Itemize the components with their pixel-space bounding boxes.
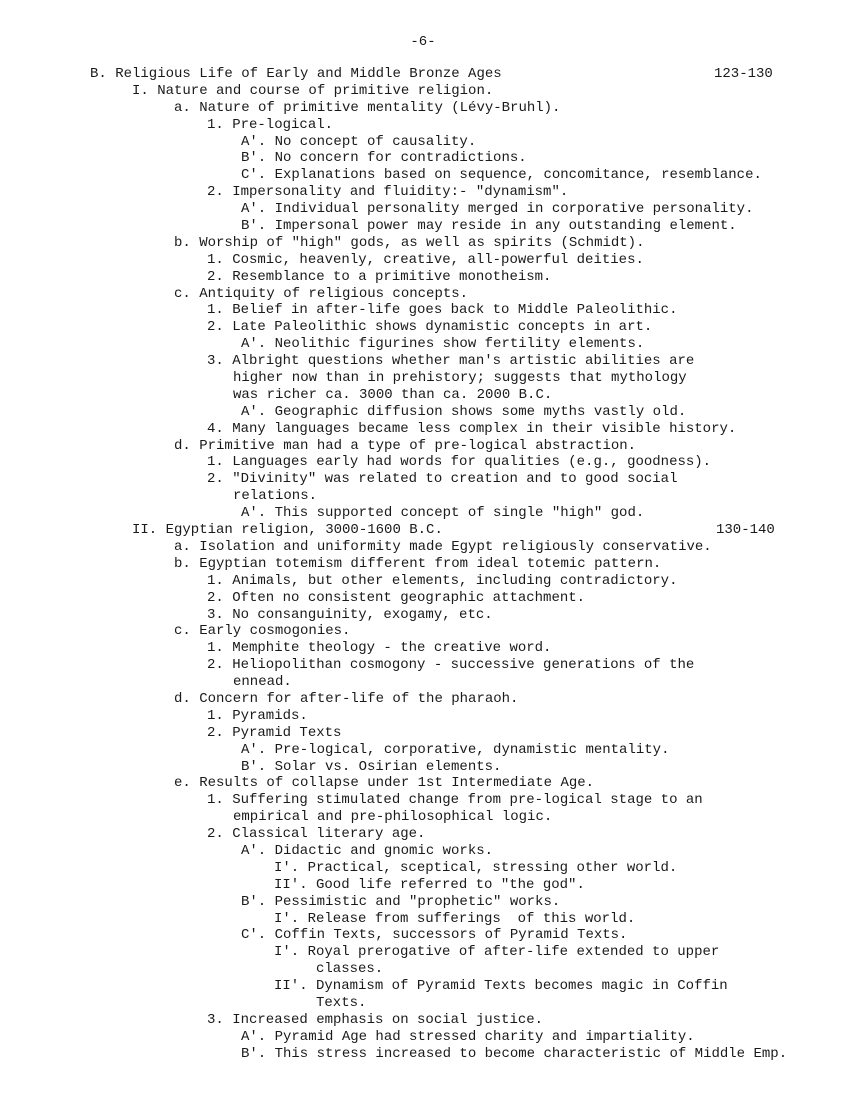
outline-text: B'. Pessimistic and "prophetic" works. xyxy=(241,893,561,910)
outline-text: I'. Release from sufferings of this world. xyxy=(274,910,636,927)
outline-line xyxy=(0,843,846,860)
outline-text: a. Isolation and uniformity made Egypt religiously conservative. xyxy=(174,538,712,555)
outline-line xyxy=(0,911,846,928)
outline-line xyxy=(0,944,846,961)
outline-text: d. Primitive man had a type of pre-logical abstraction. xyxy=(174,437,637,454)
outline-line xyxy=(0,573,846,590)
outline-text: 1. Animals, but other elements, including contradictory. xyxy=(207,572,678,589)
outline-text: d. Concern for after-life of the pharaoh. xyxy=(174,690,519,707)
outline-line xyxy=(0,438,846,455)
outline-text: C'. Explanations based on sequence, concomitance, resemblance. xyxy=(241,167,762,184)
outline-line xyxy=(0,83,846,100)
outline-line xyxy=(0,792,846,809)
outline-text: 1. Memphite theology - the creative word. xyxy=(207,640,552,657)
outline-text: A'. Individual personality merged in corporative personality. xyxy=(241,201,754,218)
outline-line xyxy=(0,286,846,303)
outline-line xyxy=(0,218,846,235)
subsection-heading: II. Egyptian religion, 3000-1600 B.C. xyxy=(132,522,443,539)
section-heading: B. Religious Life of Early and Middle Bronze Ages xyxy=(90,66,502,82)
outline-text: 2. Classical literary age. xyxy=(207,826,426,843)
outline-text: c. Early cosmogonies. xyxy=(174,623,351,640)
outline-line xyxy=(0,556,846,573)
outline-text: A'. Neolithic figurines show fertility elements. xyxy=(241,336,645,353)
outline-line xyxy=(0,1012,846,1029)
outline-text: relations. xyxy=(233,488,318,505)
page-reference: 123-130 xyxy=(714,66,773,82)
outline-text: 2. Heliopolithan cosmogony - successive generations of the xyxy=(207,657,695,674)
outline-text: 2. Resemblance to a primitive monotheism. xyxy=(207,268,552,285)
page-number: -6- xyxy=(410,34,436,50)
outline-line xyxy=(0,759,846,776)
outline-text: 2. Late Paleolithic shows dynamistic concepts in art. xyxy=(207,319,653,336)
outline-text: A'. Didactic and gnomic works. xyxy=(241,842,494,859)
outline-line xyxy=(0,995,846,1012)
outline-text: 2. Impersonality and fluidity:- "dynamism". xyxy=(207,184,569,201)
outline-line xyxy=(0,117,846,134)
outline-line xyxy=(0,775,846,792)
outline-text: 4. Many languages became less complex in their visible history. xyxy=(207,420,737,437)
outline-line xyxy=(0,927,846,944)
outline-line xyxy=(0,708,846,725)
outline-line xyxy=(0,353,846,370)
outline-line xyxy=(0,134,846,151)
outline-text: 1. Pyramids. xyxy=(207,707,308,724)
outline-text: e. Results of collapse under 1st Intermediate Age. xyxy=(174,775,595,792)
outline-line xyxy=(0,302,846,319)
outline-line xyxy=(0,742,846,759)
outline-line xyxy=(0,894,846,911)
outline-line xyxy=(0,252,846,269)
outline-line xyxy=(0,488,846,505)
outline-line xyxy=(0,150,846,167)
outline-line xyxy=(0,184,846,201)
outline-text: B'. Impersonal power may reside in any outstanding element. xyxy=(241,218,737,235)
outline-text: A'. This supported concept of single "high" god. xyxy=(241,505,645,522)
outline-text: 2. Pyramid Texts xyxy=(207,724,342,741)
outline xyxy=(0,66,846,1063)
outline-line xyxy=(0,454,846,471)
outline-line xyxy=(0,826,846,843)
outline-text: 1. Belief in after-life goes back to Middle Paleolithic. xyxy=(207,302,678,319)
outline-text: II'. Dynamism of Pyramid Texts becomes magic in Coffin xyxy=(274,978,728,995)
outline-line xyxy=(0,167,846,184)
outline-text: b. Egyptian totemism different from ideal totemic pattern. xyxy=(174,555,662,572)
outline-text: a. Nature of primitive mentality (Lévy-Bruhl). xyxy=(174,99,561,116)
outline-line xyxy=(0,100,846,117)
outline-line xyxy=(0,387,846,404)
outline-line xyxy=(0,725,846,742)
outline-line xyxy=(0,978,846,995)
outline-text: c. Antiquity of religious concepts. xyxy=(174,285,469,302)
outline-line xyxy=(0,961,846,978)
outline-line xyxy=(0,809,846,826)
outline-line xyxy=(0,860,846,877)
outline-line xyxy=(0,691,846,708)
outline-text: A'. No concept of causality. xyxy=(241,133,477,150)
outline-line xyxy=(0,674,846,691)
outline-line xyxy=(0,590,846,607)
outline-text: 1. Languages early had words for qualities (e.g., goodness). xyxy=(207,454,712,471)
outline-line xyxy=(0,370,846,387)
outline-text: II'. Good life referred to "the god". xyxy=(274,876,585,893)
outline-text: I'. Royal prerogative of after-life extended to upper xyxy=(274,944,720,961)
outline-text: B'. Solar vs. Osirian elements. xyxy=(241,758,502,775)
outline-line xyxy=(0,66,846,83)
outline-text: A'. Geographic diffusion shows some myths vastly old. xyxy=(241,403,687,420)
outline-text: B'. No concern for contradictions. xyxy=(241,150,527,167)
outline-text: 3. Increased emphasis on social justice. xyxy=(207,1011,544,1028)
outline-line xyxy=(0,877,846,894)
outline-text: ennead. xyxy=(233,674,292,691)
outline-text: I'. Practical, sceptical, stressing other world. xyxy=(274,859,678,876)
outline-text: 1. Cosmic, heavenly, creative, all-powerful deities. xyxy=(207,251,644,268)
outline-text: A'. Pyramid Age had stressed charity and impartiality. xyxy=(241,1028,695,1045)
outline-line xyxy=(0,319,846,336)
outline-line xyxy=(0,657,846,674)
outline-text: was richer ca. 3000 than ca. 2000 B.C. xyxy=(233,386,553,403)
outline-line xyxy=(0,522,846,539)
outline-line xyxy=(0,421,846,438)
outline-text: Texts. xyxy=(316,994,367,1011)
outline-line xyxy=(0,505,846,522)
outline-text: 2. "Divinity" was related to creation and to good social xyxy=(207,471,678,488)
outline-line xyxy=(0,201,846,218)
outline-text: 1. Suffering stimulated change from pre-logical stage to an xyxy=(207,792,703,809)
outline-line xyxy=(0,640,846,657)
outline-line xyxy=(0,235,846,252)
outline-text: classes. xyxy=(316,961,384,978)
outline-line xyxy=(0,1029,846,1046)
outline-text: higher now than in prehistory; suggests that mythology xyxy=(233,370,687,387)
outline-text: 2. Often no consistent geographic attachment. xyxy=(207,589,586,606)
outline-text: empirical and pre-philosophical logic. xyxy=(233,809,553,826)
outline-text: 1. Pre-logical. xyxy=(207,116,334,133)
outline-line xyxy=(0,404,846,421)
outline-text: C'. Coffin Texts, successors of Pyramid Texts. xyxy=(241,927,628,944)
outline-line xyxy=(0,336,846,353)
outline-text: 3. Albright questions whether man's artistic abilities are xyxy=(207,353,695,370)
subsection-heading: I. Nature and course of primitive religion. xyxy=(132,82,494,99)
outline-line xyxy=(0,539,846,556)
outline-line xyxy=(0,269,846,286)
outline-line xyxy=(0,471,846,488)
outline-line xyxy=(0,623,846,640)
outline-line xyxy=(0,1046,846,1063)
outline-text: A'. Pre-logical, corporative, dynamistic mentality. xyxy=(241,741,670,758)
page-reference: 130-140 xyxy=(716,522,775,539)
outline-text: b. Worship of "high" gods, as well as spirits (Schmidt). xyxy=(174,234,645,251)
outline-text: B'. This stress increased to become characteristic of Middle Emp. xyxy=(241,1045,788,1062)
outline-text: 3. No consanguinity, exogamy, etc. xyxy=(207,606,493,623)
outline-line xyxy=(0,607,846,624)
